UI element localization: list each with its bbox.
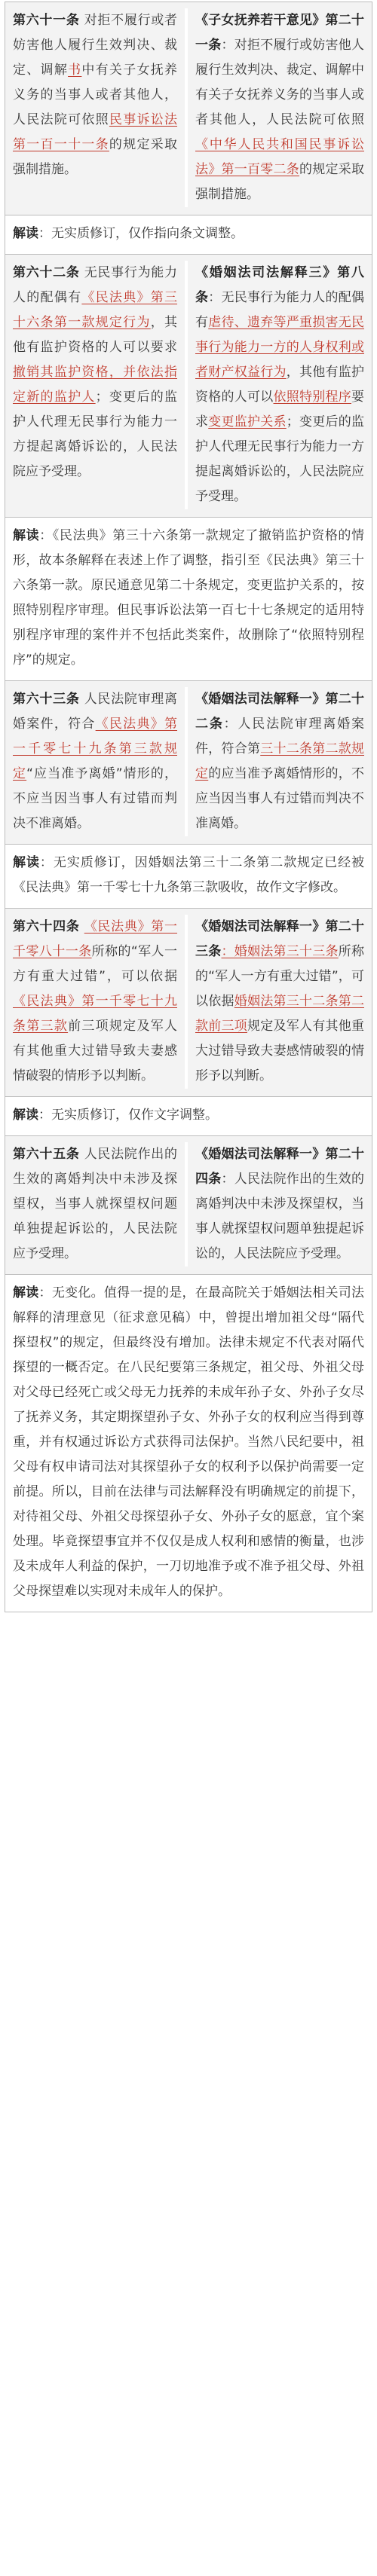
body-text: “应当准予离婚”情形的，不应当因当事人有过错而判决不准离婚。	[13, 766, 177, 831]
body-text: ：《民法典》第三十六条第一款规定了撤销监护资格的情形，故本条解释在表述上作了调整，指引至《民法典》第三十六条第一款。原民通意见第二十条规定，变更监护关系的，按照特别程序审理。但民事诉讼法第一百七十七条规定的适用特别程序审理的案件并不包括此类案件，故删除了“依照特别程序”的规定。	[13, 528, 365, 668]
body-text: ：无实质修订，因婚姻法第三十二条第二款规定已经被《民法典》第一千零七十九条第三款吸收，故作文字修改。	[13, 855, 365, 895]
highlighted-text: ：婚姻法第三十三条	[221, 944, 339, 959]
commentary-cell	[5, 1275, 372, 1612]
body-text: 对拒不履行或者妨害他人履行生效判决、裁定、调解	[13, 13, 178, 78]
bold-label: 第六十三条	[13, 692, 80, 707]
old-article-cell	[185, 909, 372, 1097]
article-comparison-row	[5, 255, 372, 518]
commentary-row	[5, 845, 372, 909]
bold-label: 第二十一条	[195, 13, 364, 53]
body-text: 要求	[195, 390, 364, 429]
body-text: ：无实质修订，仅作指向条文调整。	[38, 226, 244, 241]
comparison-table	[5, 2, 372, 1612]
old-article-cell	[185, 2, 372, 215]
body-text: ；变更后的监护人代理无民事行为能力一方提起离婚诉讼的，人民法院应予受理。	[13, 390, 178, 479]
bold-label: 《婚姻法司法解释一》	[195, 919, 326, 934]
body-text: 无民事行为能力人的配偶有	[13, 265, 178, 305]
body-text: 中有关子女抚养义务的当事人或者其他人，人民法院可依照	[13, 63, 178, 127]
commentary-row	[5, 518, 372, 681]
old-article-cell	[185, 255, 372, 518]
new-article-cell	[5, 255, 185, 518]
article-comparison-row	[5, 681, 372, 845]
commentary-row	[5, 1097, 372, 1136]
bold-label: 解读	[13, 226, 38, 241]
article-comparison-row	[5, 909, 372, 1097]
bold-label: 第二十二条	[195, 692, 364, 732]
commentary-cell	[5, 1097, 372, 1136]
body-text: ，其他有监护资格的人可以	[195, 365, 364, 405]
highlighted-text: 虐待、遗弃等严重损害无民事行为能力一方的人身权利或者财产权益行为	[195, 315, 364, 380]
old-article-cell	[185, 681, 372, 845]
commentary-cell	[5, 215, 372, 255]
new-article-cell	[5, 2, 185, 215]
bold-label: 第六十四条	[13, 919, 80, 934]
commentary-cell	[5, 845, 372, 909]
bold-label: 第六十一条	[13, 13, 80, 28]
body-text: 规定及军人有其他重大过错导致夫妻感情破裂的情形予以判断。	[195, 1019, 364, 1083]
bold-label: 解读	[13, 1108, 38, 1123]
commentary-row	[5, 1275, 372, 1612]
new-article-cell	[5, 681, 185, 845]
highlighted-text: 《民法典》第一千零七十九条第三款规定	[13, 717, 178, 781]
highlighted-text: 《中华人民共和国民事诉讼法》第一百零二条	[195, 137, 364, 177]
body-text: 前三项规定及军人有其他重大过错导致夫妻感情破裂的情形予以判断。	[13, 1019, 178, 1083]
highlighted-text: 民事诉讼法第一百一十一条	[13, 112, 178, 152]
body-text: ：对拒不履行或妨害他人履行生效判决、裁定、调解中有关子女抚养义务的当事人或者其他人，人民法院可依照	[195, 38, 364, 127]
body-text: 人民法院审理离婚案件，符合	[13, 692, 178, 732]
highlighted-text: 书	[68, 63, 82, 78]
bold-label: 第六十五条	[13, 1147, 80, 1162]
new-article-cell	[5, 909, 185, 1097]
bold-label: 解读	[13, 528, 40, 543]
bold-label: 第六十二条	[13, 265, 80, 280]
body-text: 的规定采取强制措施。	[13, 137, 178, 177]
highlighted-text: 撤销其监护资格，并依法指定新的监护人	[13, 365, 177, 405]
body-text: 所称的“军人一方有重大过错”，可以依据	[13, 944, 177, 984]
highlighted-text: 依照特别程序	[273, 390, 351, 405]
bold-label: 《子女抚养若干意见》	[195, 13, 326, 28]
highlighted-text: 《民法典》第一千零七十九条第三款	[13, 994, 177, 1034]
highlighted-text: 变更监护关系	[208, 414, 287, 429]
bold-label: 《婚姻法司法解释一》	[195, 1147, 326, 1162]
body-text: 的应当准予离婚情形的，不应当因当事人有过错而判决不准离婚。	[195, 766, 364, 831]
old-article-cell	[185, 1136, 372, 1275]
body-text: ：人民法院作出的生效的离婚判决中未涉及探望权，当事人就探望权问题单独提起诉讼的，人民法院应予受理。	[195, 1172, 364, 1261]
bold-label: 第二十三条	[195, 919, 364, 959]
article-comparison-row	[5, 2, 372, 215]
highlighted-text: 三十二条第二款规定	[195, 741, 364, 781]
body-text: ：人民法院审理离婚案件，符合第	[195, 717, 365, 756]
body-text: ，其他有监护资格的人可以要求	[13, 315, 178, 355]
commentary-row	[5, 215, 372, 255]
new-article-cell	[5, 1136, 185, 1275]
body-text: ：无实质修订，仅作文字调整。	[38, 1108, 218, 1123]
highlighted-text: 《民法典》第一千零八十一条	[13, 919, 178, 959]
article-comparison-row	[5, 1136, 372, 1275]
body-text: 人民法院作出的生效的离婚判决中未涉及探望权，当事人就探望权问题单独提起诉讼的，人民法院应予受理。	[13, 1147, 178, 1261]
highlighted-text: 《民法典》第三十六条第一款规定行为	[13, 290, 178, 330]
body-text: ：无变化。值得一提的是，在最高院关于婚姻法相关司法解释的清理意见（征求意见稿）中，曾提出增加祖父母“隔代探望权”的规定，但最终没有增加。法律未规定不代表对隔代探望的一概否定。在八民纪要第三条规定，祖父母、外祖父母对父母已经死亡或父母无力抚养的未成年孙子女、外孙子女尽了抚养义务，其定期探望孙子女、外孙子女的权利应当得到尊重，并有权通过诉讼方式获得司法保护。当然八民纪要中，祖父母有权申请司法对其探望孙子女的权利予以保护尚需要一定前提。所以，目前在法律与司法解释没有明确规定的前提下，对待祖父母、外祖父母探望孙子女、外孙子女的愿意，宜个案处理。毕竟探望事宜并不仅仅是成人权利和感情的衡量，也涉及未成年人利益的保护，一刀切地准予或不准予祖父母、外祖父母探望难以实现对未成年人的保护。	[13, 1285, 365, 1599]
bold-label: 第八条	[195, 265, 365, 305]
highlighted-text: 婚姻法第三十二条第二款前三项	[195, 994, 364, 1034]
bold-label: 《婚姻法司法解释一》	[195, 692, 326, 707]
body-text: ；变更后的监护人代理无民事行为能力一方提起离婚诉讼的，人民法院应予受理。	[195, 414, 364, 504]
bold-label: 第二十四条	[195, 1147, 364, 1187]
body-text: 的规定采取强制措施。	[195, 162, 364, 202]
bold-label: 解读	[13, 1285, 39, 1300]
body-text: ：无民事行为能力人的配偶有	[195, 290, 364, 330]
bold-label: 解读	[13, 855, 40, 870]
body-text: 所称的“军人一方有重大过错”，可以依据	[195, 944, 364, 1009]
bold-label: 《婚姻法司法解释三》	[195, 265, 338, 280]
commentary-cell	[5, 518, 372, 681]
